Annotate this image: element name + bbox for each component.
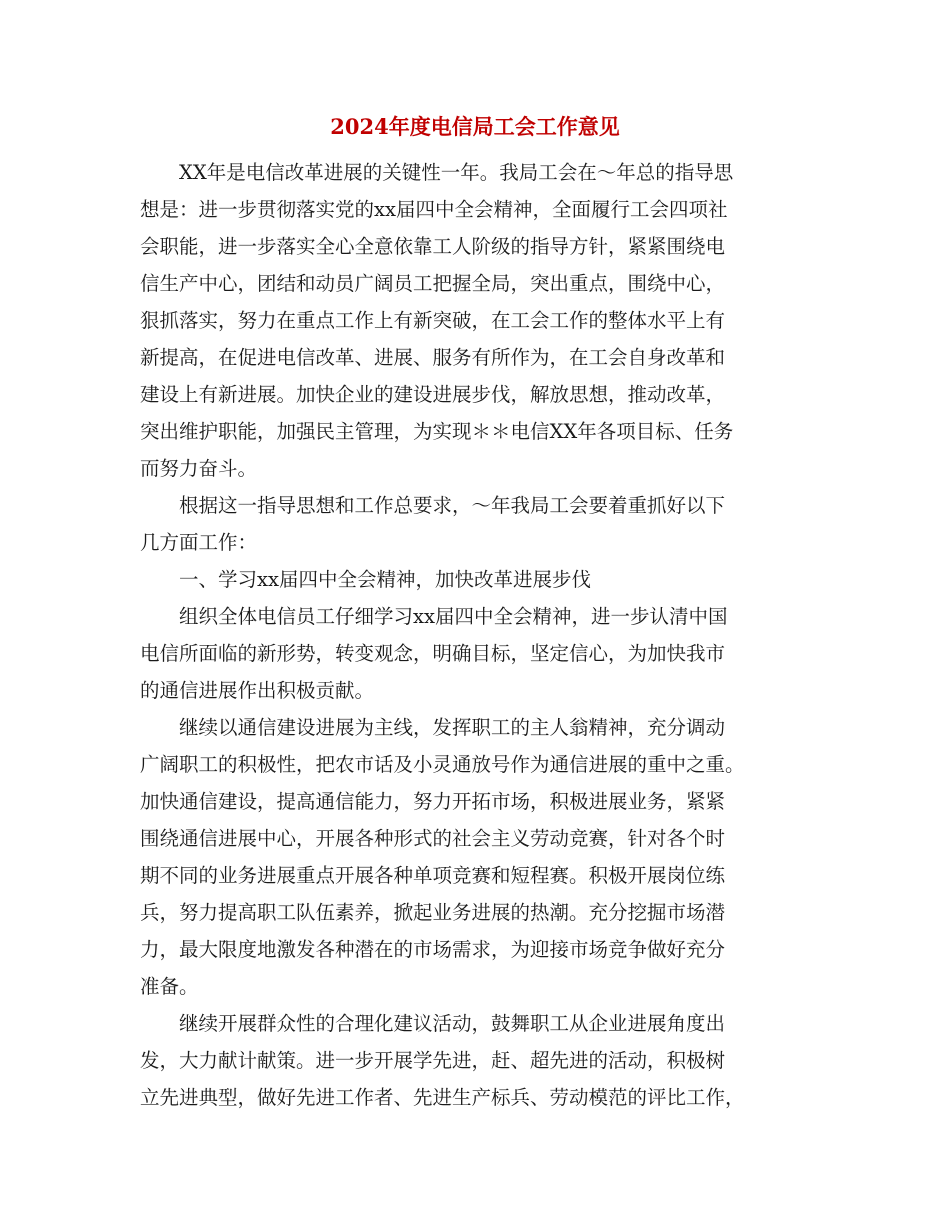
text-line: XX年是电信改革进展的关键性一年。我局工会在～年总的指导思 xyxy=(179,161,734,184)
text-line: 想是：进一步贯彻落实党的xx届四中全会精神，全面履行工会四项社 xyxy=(140,198,728,221)
text-line: 几方面工作： xyxy=(140,531,258,554)
text-line: 发，大力献计献策。进一步开展学先进，赶、超先进的活动，积极树 xyxy=(140,1049,726,1072)
text-line: 继续开展群众性的合理化建议活动，鼓舞职工从企业进展角度出 xyxy=(179,1012,726,1035)
paragraph xyxy=(140,561,815,598)
paragraph xyxy=(140,154,815,487)
text-line: 准备。 xyxy=(140,975,199,998)
document-title: 2024年度电信局工会工作意见 xyxy=(330,114,620,139)
text-line: 继续以通信建设进展为主线，发挥职工的主人翁精神，充分调动 xyxy=(179,716,726,739)
text-line: 的通信进展作出积极贡献。 xyxy=(140,679,375,702)
text-line: 狠抓落实，努力在重点工作上有新突破，在工会工作的整体水平上有 xyxy=(140,309,726,332)
text-line: 电信所面临的新形势，转变观念，明确目标，坚定信心，为加快我市 xyxy=(140,642,726,665)
text-line: 围绕通信进展中心，开展各种形式的社会主义劳动竞赛，针对各个时 xyxy=(140,827,726,850)
text-line: 新提高，在促进电信改革、进展、服务有所作为，在工会自身改革和 xyxy=(140,346,726,369)
paragraph xyxy=(140,709,815,1005)
paragraph xyxy=(140,598,815,709)
text-line: 一、学习xx届四中全会精神，加快改革进展步伐 xyxy=(179,568,591,591)
paragraph xyxy=(140,1005,815,1116)
paragraph xyxy=(140,487,815,561)
text-line: 兵，努力提高职工队伍素养，掀起业务进展的热潮。充分挖掘市场潜 xyxy=(140,901,726,924)
text-line: 期不同的业务进展重点开展各种单项竞赛和短程赛。积极开展岗位练 xyxy=(140,864,726,887)
text-line: 建设上有新进展。加快企业的建设进展步伐，解放思想，推动改革， xyxy=(140,383,726,406)
text-line: 力，最大限度地激发各种潜在的市场需求，为迎接市场竞争做好充分 xyxy=(140,938,726,961)
text-line: 突出维护职能，加强民主管理，为实现＊＊电信XX年各项目标、任务 xyxy=(140,420,734,443)
text-line: 广阔职工的积极性，把农市话及小灵通放号作为通信进展的重中之重。 xyxy=(140,753,745,776)
text-line: 会职能，进一步落实全心全意依靠工人阶级的指导方针，紧紧围绕电 xyxy=(140,235,726,258)
text-line: 根据这一指导思想和工作总要求，～年我局工会要着重抓好以下 xyxy=(179,494,726,517)
text-line: 加快通信建设，提高通信能力，努力开拓市场，积极进展业务，紧紧 xyxy=(140,790,726,813)
text-line: 立先进典型，做好先进工作者、先进生产标兵、劳动模范的评比工作， xyxy=(140,1086,745,1109)
text-line: 信生产中心，团结和动员广阔员工把握全局，突出重点，围绕中心， xyxy=(140,272,726,295)
text-line: 而努力奋斗。 xyxy=(140,457,258,480)
document-body xyxy=(140,154,815,1116)
text-line: 组织全体电信员工仔细学习xx届四中全会精神，进一步认清中国 xyxy=(179,605,728,628)
